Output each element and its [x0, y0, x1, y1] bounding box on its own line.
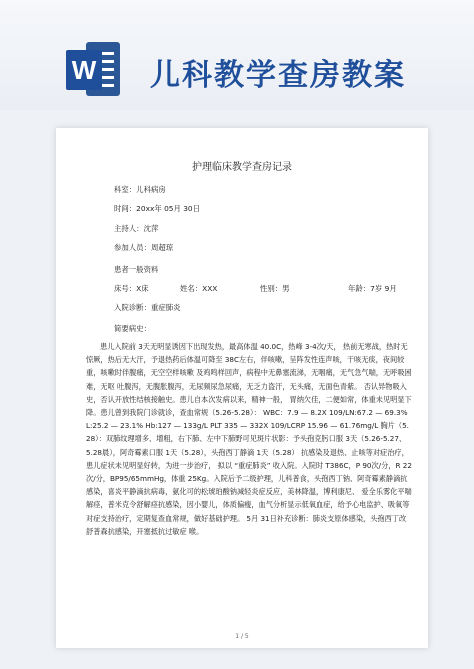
diagnosis-field: 入院诊断：重症肺炎: [114, 303, 181, 312]
record-title: 护理临床教学查房记录: [192, 162, 292, 173]
history-heading: 简要病史：: [114, 324, 151, 333]
history-paragraph: 患儿入院前 3天无明显诱因下出现发热，最高体温 40.0C，热峰 3-4次/天， 热前无寒战，热时无惊厥，热后无大汗，予退热药后体温可降至 38C左右，伴咳嗽，呈阵发性连声咳，干咳无痰，夜间较重，咳嗽时伴腹痛，无空空样咳嗽 及鸡鸣样回声，病程中无鼻塞流涕，无咽痛，无气急气喘，无呼吸困难，无呕 吐腹泻，无腹胀腹泻，无尿频尿急尿痛，无乏力盗汗，无头痛，无面色青紫。 否认异物吸入史，否认开放性结核接触史。患儿自本次发病以来，精神一般， 胃纳欠佳，二便如常，体重未见明显下降。患儿曾到我院门诊就诊，查血常规（5.26-5.28）： WBC：7.9 — 8.2X 109/LN:67.2 — 69.3% L:25.2 — 23.1% Hb:127 — 133g/L PLT 335 — 332X 109/LCRP 15.96 — 61.76mg/L 胸片（5.28）：双肺纹理增多、增粗，右下肺、左中下肺野可见斑片状影：予头孢克肟口服 3天（5.26-5.27、5.28晨），阿奇霉素口服 1天（5.28），头孢西丁静滴 1天（5.28） 抗感染及退热、止咳等对症治疗，患儿症状未见明显好转，为进一步治疗， 拟以 “重症肺炎” 收入院。入院时 T386C，P 90次/分，R 22次/分，BP95/65mmHg，体重 25Kg。入院后予二级护理，儿科普食，头孢西丁钠、阿奇霉素静滴抗感染，喜炎平静滴抗病毒，氨化可的松琥珀酸钠减轻炎症反应，美林降温，博利康尼、 爱全乐雾化平喘解痉，普米克令舒解痉抗感染，因小婴儿，体质偏瘦，血气分析显示低氧血症，给予心电监护、吸氧等对症支持治疗，定期复查血常规，做好基础护理。 5月 31日补充诊断：肺炎支原体感染，头孢西丁改舒普森抗感染，开塞抵抗过敏症 喉。: [86, 342, 412, 536]
document-page: [56, 128, 428, 648]
participants-field: 参加人员：周超琼: [114, 243, 174, 252]
host-field: 主持人：沈萍: [114, 224, 159, 233]
bed-field: 床号：X床: [114, 284, 149, 293]
age-field: 年龄：7岁 9月: [348, 284, 397, 293]
word-icon: [64, 38, 122, 100]
word-icon-letter: W: [66, 50, 102, 90]
time-field: 时间：20xx年 05月 30日: [114, 204, 201, 213]
document-header: [0, 0, 474, 110]
department-field: 科室：儿科病房: [114, 185, 166, 194]
patient-info-heading: 患者一般资料: [114, 265, 159, 274]
name-field: 姓名：XXX: [180, 284, 218, 293]
patient-info-row: [114, 283, 414, 293]
history-body: [86, 340, 412, 538]
page-number: 1 / 5: [235, 633, 249, 640]
page-title: 儿科教学查房教案: [150, 58, 406, 93]
gender-field: 性别：男: [260, 284, 290, 293]
